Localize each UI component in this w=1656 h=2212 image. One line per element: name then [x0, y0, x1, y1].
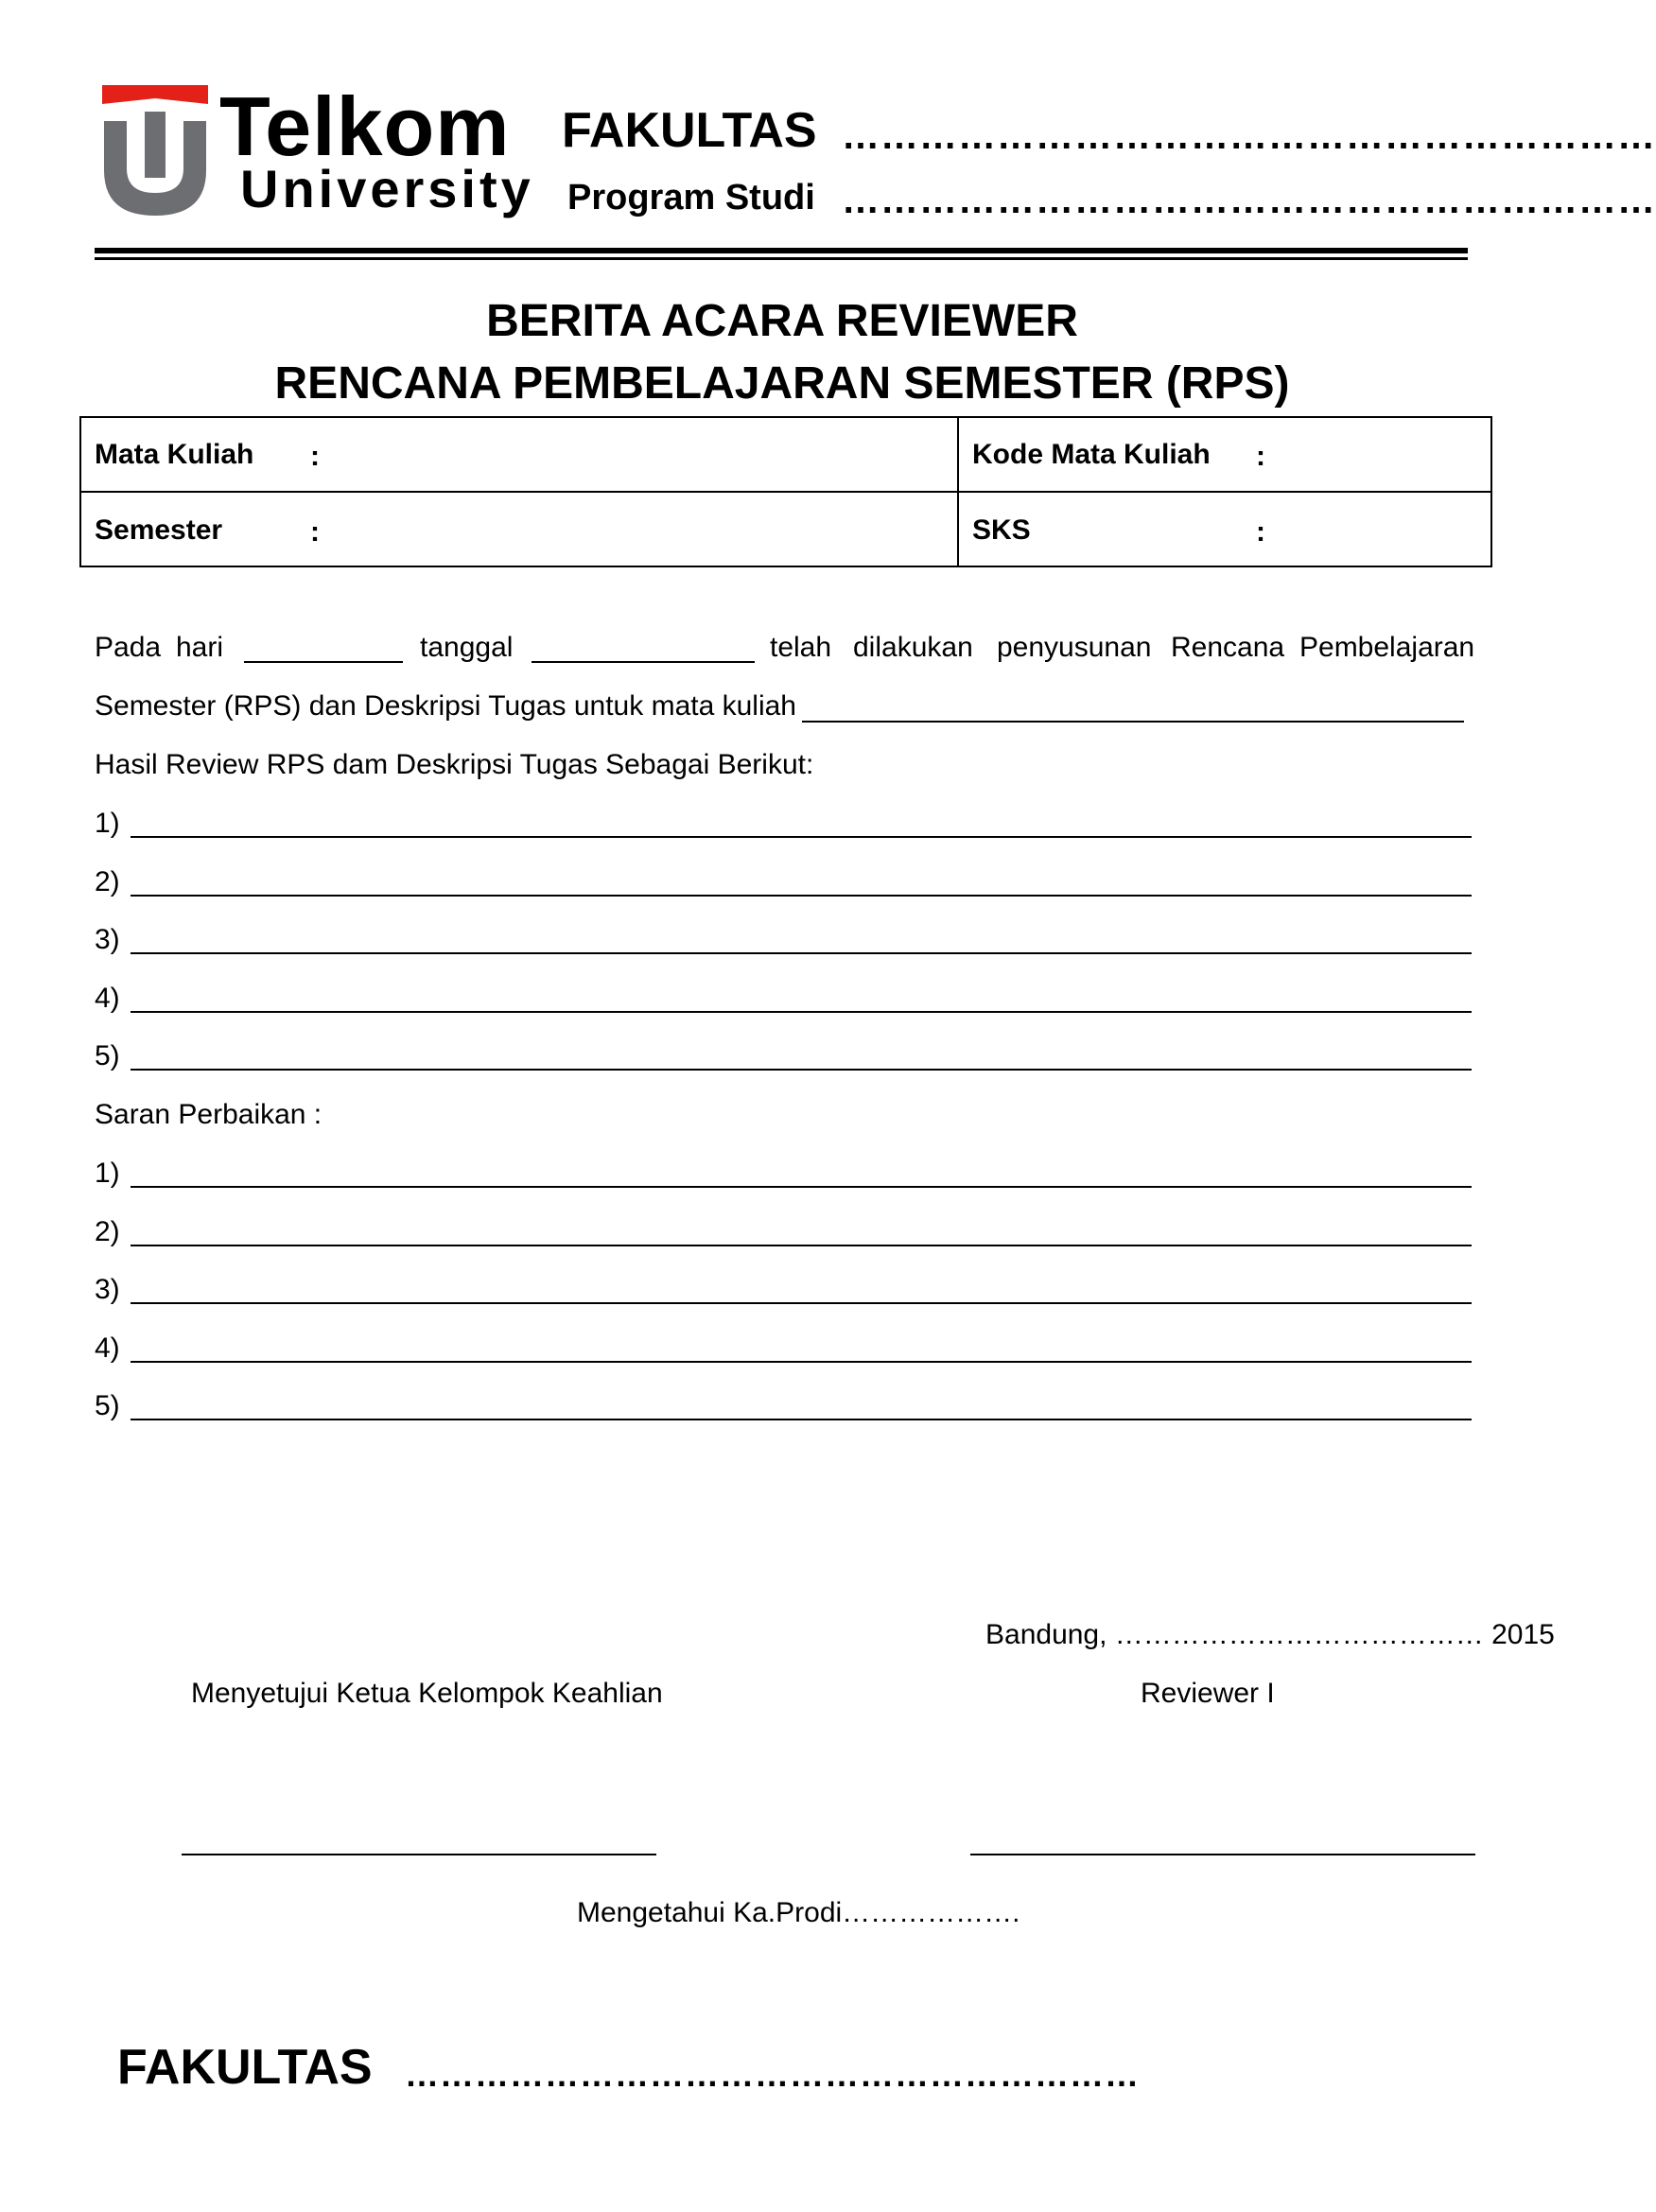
- place-date: Bandung, ………………………………… 2015: [985, 1619, 1555, 1650]
- right-signature-title: Reviewer I: [1141, 1678, 1275, 1709]
- saran-item-answer-line[interactable]: [131, 1361, 1472, 1363]
- review-item-answer-line[interactable]: [131, 895, 1472, 897]
- mata-kuliah-colon: :: [310, 441, 320, 472]
- intro-word-rencana: Rencana: [1171, 632, 1285, 663]
- header-prodi-value[interactable]: ………………………………………………………: [842, 180, 1656, 221]
- header-fakultas-label: FAKULTAS: [562, 103, 817, 158]
- mata-kuliah-field[interactable]: [327, 426, 942, 482]
- semester-field[interactable]: [327, 501, 942, 558]
- sks-field[interactable]: [1273, 501, 1481, 558]
- saran-item-answer-line[interactable]: [131, 1186, 1472, 1188]
- info-table-row-divider: [79, 491, 1492, 493]
- logo-text-university: University: [240, 159, 534, 218]
- right-signature-line[interactable]: [970, 1854, 1475, 1855]
- saran-item-number: 1): [95, 1158, 120, 1189]
- tanggal-blank[interactable]: [532, 661, 755, 663]
- saran-item-answer-line[interactable]: [131, 1302, 1472, 1304]
- logo-text-telkom: Telkom: [219, 79, 511, 173]
- saran-item-number: 3): [95, 1274, 120, 1305]
- review-item-number: 4): [95, 982, 120, 1014]
- review-item-answer-line[interactable]: [131, 1011, 1472, 1013]
- review-item-number: 2): [95, 865, 120, 897]
- intro-word-hari: hari: [176, 632, 224, 663]
- intro-line-2: Semester (RPS) dan Deskripsi Tugas untuk mata kuliah: [95, 690, 796, 722]
- document-title-line2: RENCANA PEMBELAJARAN SEMESTER (RPS): [274, 358, 1290, 409]
- header-fakultas-value[interactable]: ………………………………………………………: [842, 115, 1656, 157]
- semester-colon: :: [310, 516, 320, 548]
- info-table-col-divider: [957, 416, 959, 567]
- intro-word-pada: Pada: [95, 632, 162, 663]
- telkom-logo-icon: [98, 78, 212, 219]
- kode-mata-kuliah-field[interactable]: [1273, 426, 1481, 482]
- header-divider-thin: [95, 257, 1468, 260]
- mata-kuliah-label: Mata Kuliah: [95, 439, 254, 470]
- mengetahui-kaprodi: Mengetahui Ka.Prodi……………….: [577, 1897, 1020, 1928]
- document-title-line1: BERITA ACARA REVIEWER: [486, 296, 1078, 346]
- kode-mata-kuliah-colon: :: [1256, 441, 1265, 472]
- intro-word-dilakukan: dilakukan: [853, 632, 973, 663]
- intro-word-telah: telah: [770, 632, 832, 663]
- semester-label: Semester: [95, 514, 223, 546]
- intro-word-penyusunan: penyusunan: [997, 632, 1152, 663]
- saran-perbaikan-label: Saran Perbaikan :: [95, 1099, 322, 1130]
- review-item-answer-line[interactable]: [131, 952, 1472, 954]
- footer-fakultas-label: FAKULTAS: [117, 2040, 373, 2095]
- logo-stem: [145, 112, 166, 178]
- review-item-number: 3): [95, 924, 120, 955]
- hari-blank[interactable]: [244, 661, 403, 663]
- saran-item-answer-line[interactable]: [131, 1419, 1472, 1420]
- footer-fakultas-value[interactable]: ………………………………………………………: [405, 2055, 1140, 2094]
- sks-colon: :: [1256, 516, 1265, 548]
- review-item-number: 5): [95, 1040, 120, 1071]
- left-signature-line[interactable]: [182, 1854, 656, 1855]
- intro-line-3: Hasil Review RPS dam Deskripsi Tugas Sebagai Berikut:: [95, 749, 814, 780]
- review-item-number: 1): [95, 808, 120, 839]
- header-divider-thick: [95, 248, 1468, 253]
- intro-word-pembelajaran: Pembelajaran: [1299, 632, 1475, 663]
- mata-kuliah-blank[interactable]: [802, 721, 1464, 723]
- sks-label: SKS: [972, 514, 1031, 546]
- left-signature-title: Menyetujui Ketua Kelompok Keahlian: [191, 1678, 663, 1709]
- saran-item-number: 5): [95, 1390, 120, 1421]
- kode-mata-kuliah-label: Kode Mata Kuliah: [972, 439, 1211, 470]
- logo-red-bar: [102, 85, 208, 104]
- intro-word-tanggal: tanggal: [420, 632, 514, 663]
- header-prodi-label: Program Studi: [567, 178, 815, 218]
- review-item-answer-line[interactable]: [131, 1069, 1472, 1071]
- saran-item-answer-line[interactable]: [131, 1245, 1472, 1246]
- saran-item-number: 4): [95, 1332, 120, 1364]
- review-item-answer-line[interactable]: [131, 836, 1472, 838]
- saran-item-number: 2): [95, 1215, 120, 1247]
